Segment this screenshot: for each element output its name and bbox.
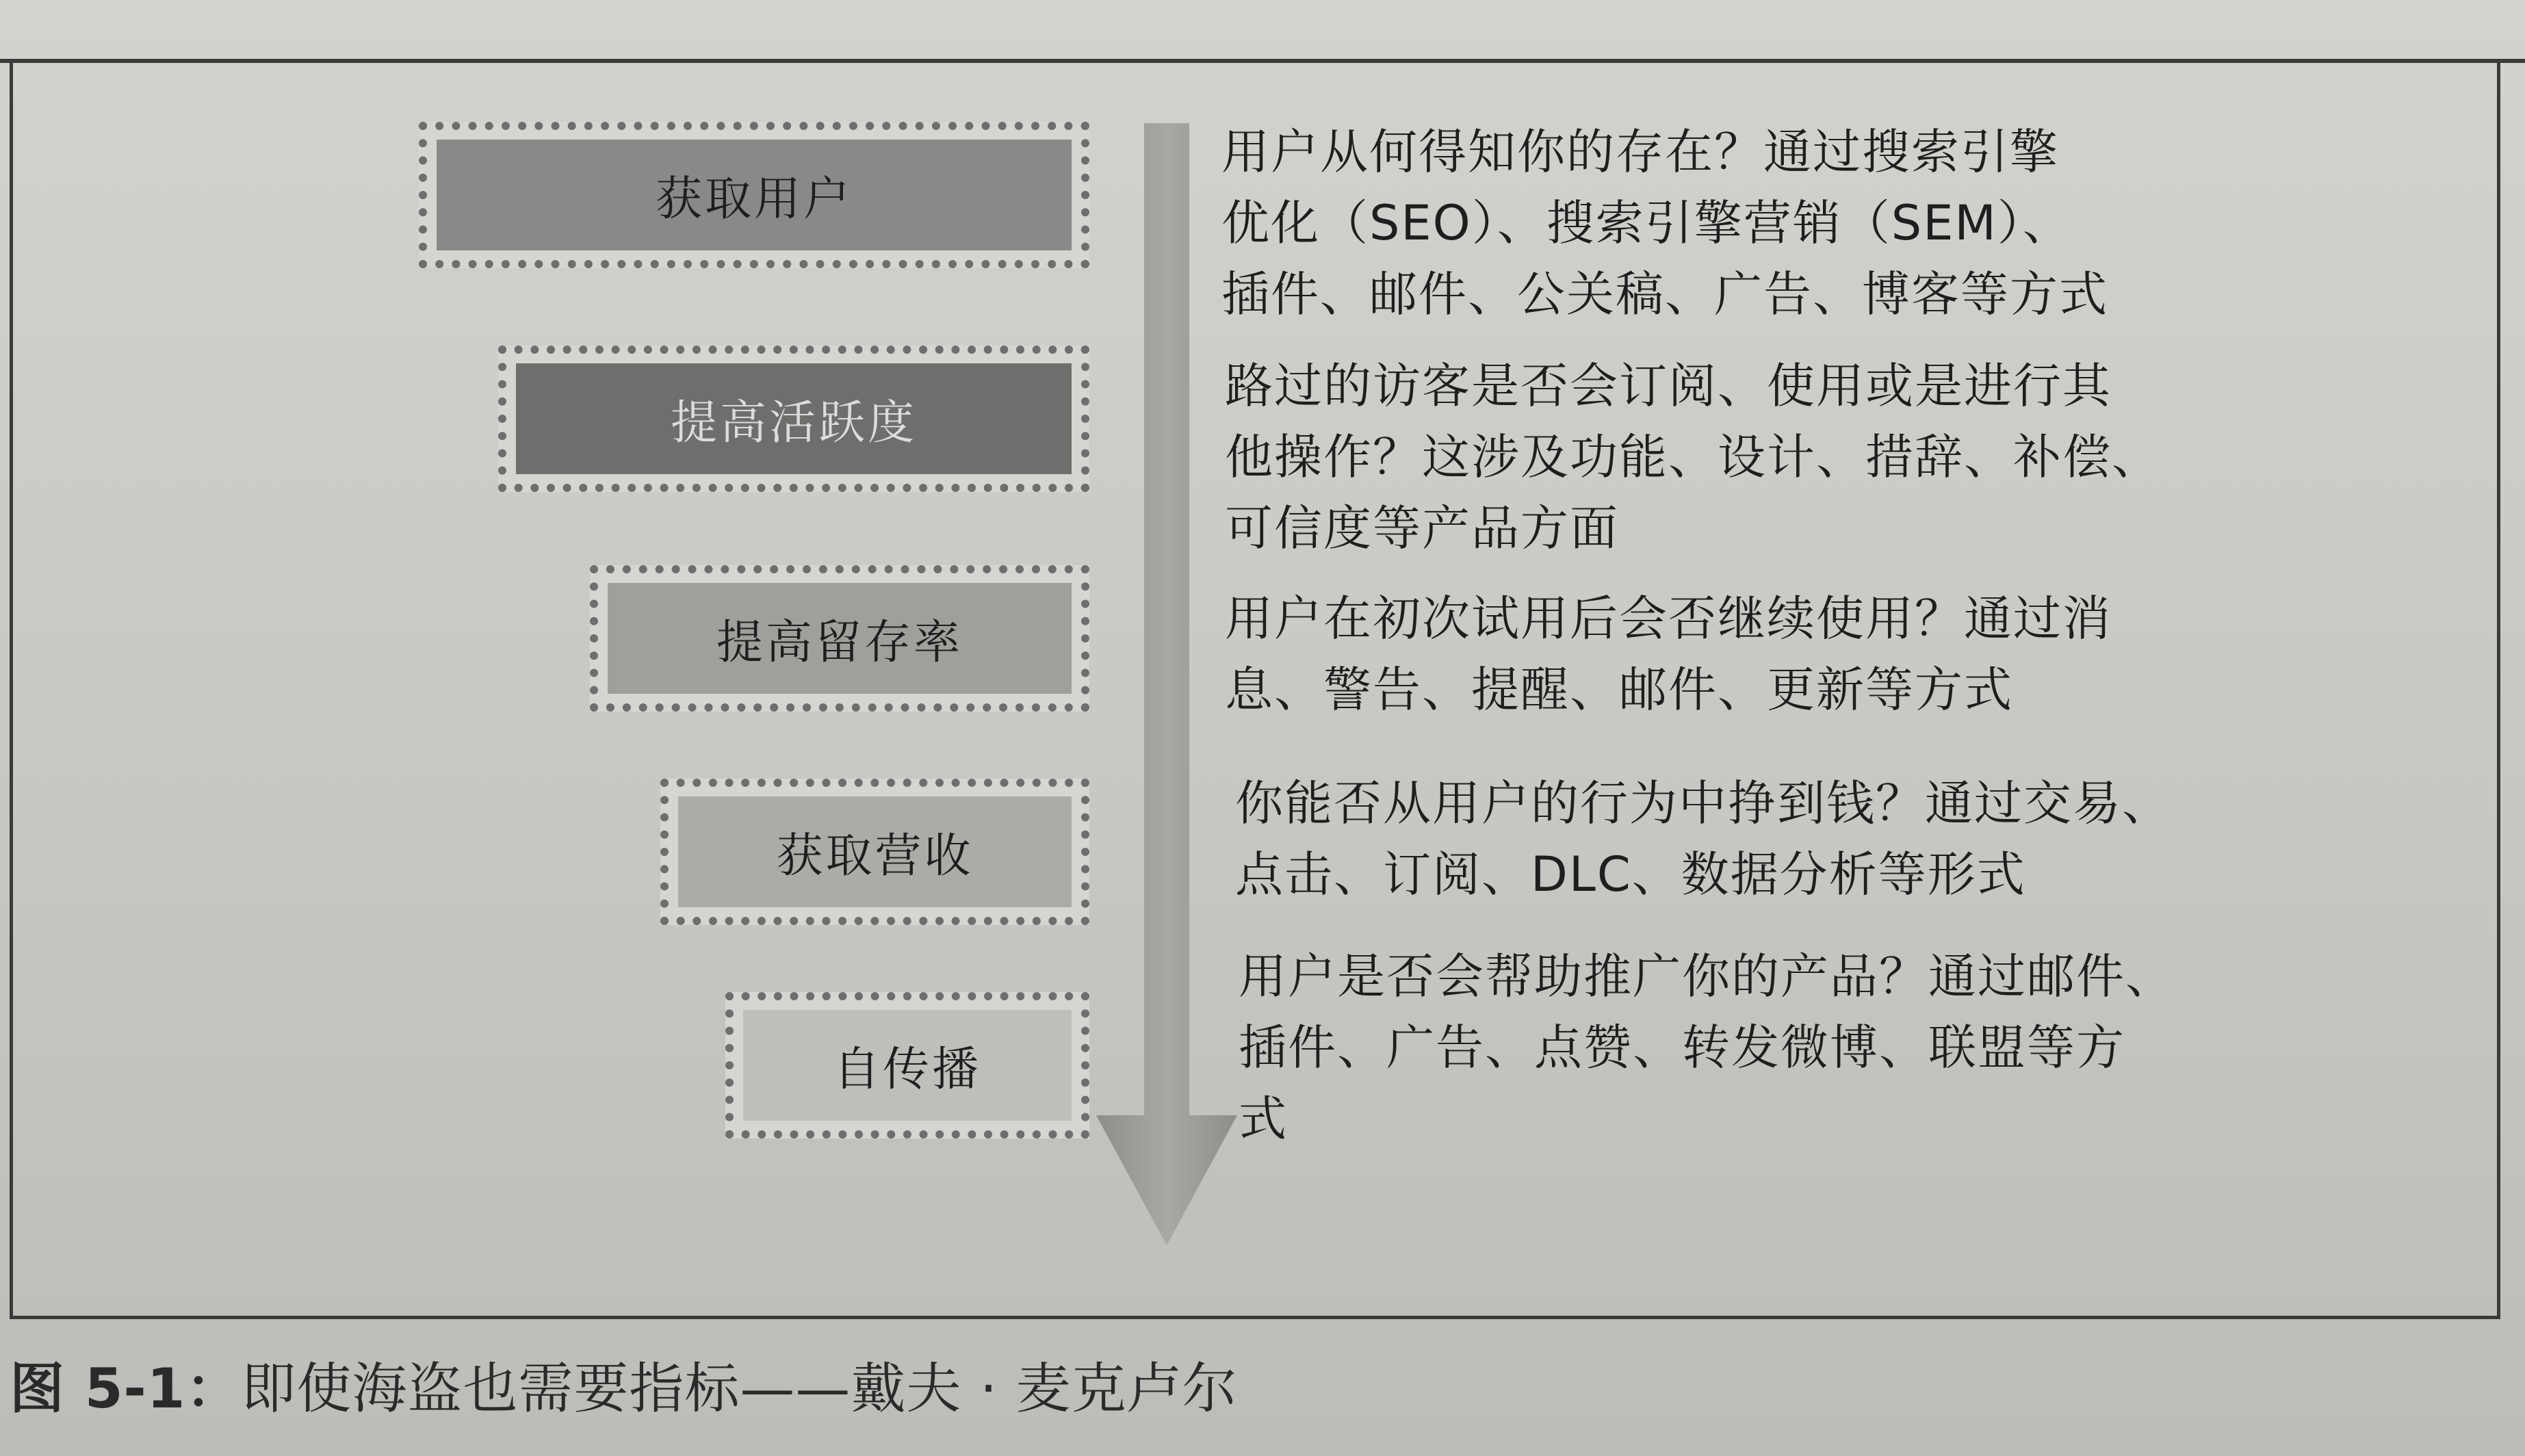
stage-label: 获取用户	[437, 140, 1072, 250]
description-line: 插件、邮件、公关稿、广告、博客等方式	[1221, 266, 2108, 322]
description-activation	[1225, 350, 2161, 564]
description-line: 用户在初次试用后会否继续使用？通过消	[1225, 590, 2112, 647]
description-line: 优化（SEO）、搜索引擎营销（SEM）、	[1221, 195, 2072, 251]
stage-retention	[590, 565, 1089, 712]
description-referral	[1239, 941, 2175, 1154]
description-acquisition	[1221, 116, 2108, 330]
description-retention	[1225, 583, 2112, 725]
stage-referral	[725, 992, 1089, 1139]
description-line: 插件、广告、点赞、转发微博、联盟等方	[1239, 1019, 2125, 1076]
figure-caption	[10, 1344, 1238, 1423]
description-line: 用户从何得知你的存在？通过搜索引擎	[1221, 124, 2059, 180]
figure-title: 即使海盗也需要指标——戴夫 · 麦克卢尔	[241, 1357, 1238, 1420]
stage-label: 自传播	[743, 1010, 1072, 1121]
description-line: 他操作？这涉及功能、设计、措辞、补偿、	[1225, 429, 2161, 485]
stage-label: 获取营收	[678, 796, 1072, 907]
description-line: 路过的访客是否会订阅、使用或是进行其	[1225, 358, 2112, 414]
description-line: 式	[1239, 1091, 1288, 1147]
stage-activation	[498, 346, 1089, 492]
description-line: 息、警告、提醒、邮件、更新等方式	[1225, 662, 2013, 718]
stage-revenue	[660, 779, 1089, 925]
stage-acquisition	[419, 122, 1089, 268]
description-line: 可信度等产品方面	[1225, 500, 1619, 556]
stage-label: 提高活跃度	[516, 363, 1072, 474]
description-line: 用户是否会帮助推广你的产品？通过邮件、	[1239, 948, 2175, 1004]
description-line: 你能否从用户的行为中挣到钱？通过交易、	[1235, 775, 2171, 831]
figure-number: 图 5-1：	[10, 1357, 242, 1420]
description-revenue	[1235, 768, 2171, 910]
description-line: 点击、订阅、DLC、数据分析等形式	[1235, 846, 2026, 902]
stage-label: 提高留存率	[608, 583, 1072, 694]
